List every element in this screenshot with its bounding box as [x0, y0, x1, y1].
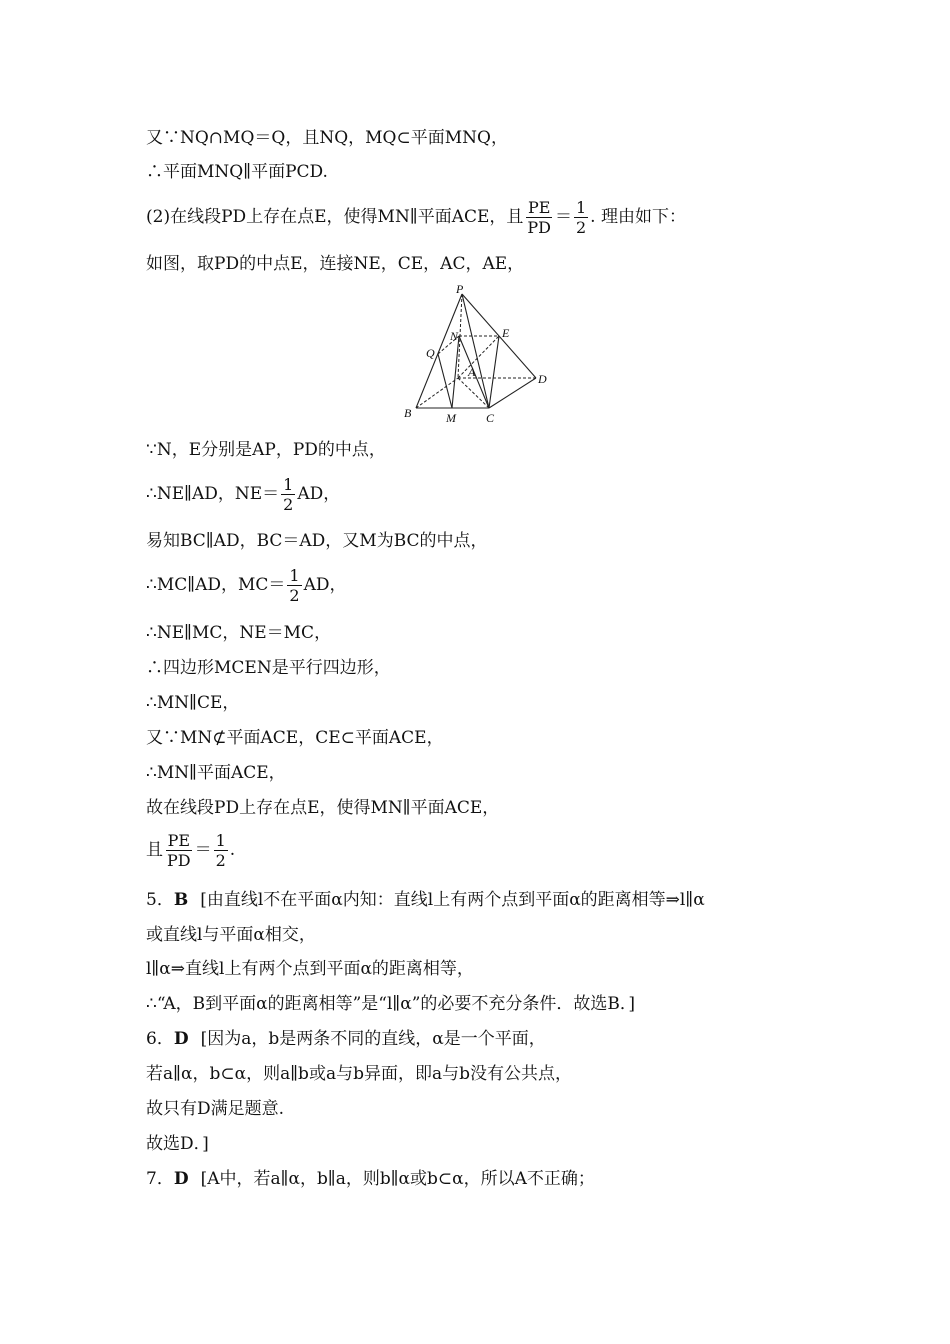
text-line: 如图，取PD的中点E，连接NE，CE，AC，AE， — [146, 254, 525, 274]
answer-5 — [146, 888, 705, 912]
text: AD， — [303, 575, 347, 595]
numerator: 1 — [289, 566, 300, 585]
text-line: 若a∥α，b⊂α，则a∥b或a与b异面，即a与b没有公共点， — [146, 1064, 572, 1084]
pyramid-figure — [396, 284, 556, 428]
text-line-with-fraction — [146, 831, 235, 870]
text-line: ∴MN∥CE， — [146, 693, 240, 713]
denominator: PD — [527, 218, 551, 237]
text: (2)在线段PD上存在点E，使得MN∥平面ACE，且 — [146, 207, 524, 227]
denominator: 2 — [215, 851, 226, 870]
edge-CE — [489, 336, 499, 408]
edge-PB — [416, 294, 462, 408]
text-line: ∴MN∥平面ACE， — [146, 763, 286, 783]
text-line-with-fraction — [146, 475, 340, 514]
answer-explanation: [因为a，b是两条不同的直线，α是一个平面， — [200, 1029, 546, 1049]
question-number: 5． — [146, 890, 174, 910]
equals: ＝ — [194, 840, 212, 860]
label-B: B — [404, 406, 412, 420]
answer-6 — [146, 1027, 546, 1051]
numerator: 1 — [283, 475, 294, 494]
text: AD， — [297, 484, 341, 504]
text-line: 故只有D满足题意. — [146, 1099, 285, 1119]
label-E: E — [502, 326, 510, 340]
label-D: D — [538, 372, 547, 386]
answer-7 — [146, 1167, 595, 1191]
text-line: 又∵NQ∩MQ＝Q，且NQ，MQ⊂平面MNQ， — [146, 128, 508, 148]
fraction — [574, 198, 588, 237]
text-line: 故选D．] — [146, 1134, 209, 1154]
label-M: M — [446, 411, 456, 425]
numerator: 1 — [215, 831, 226, 850]
answer-explanation: [A中，若a∥α，b∥a，则b∥α或b⊂α，所以A不正确； — [200, 1169, 595, 1189]
denominator: 2 — [575, 218, 587, 237]
text: ∴NE∥AD，NE＝ — [146, 484, 280, 504]
text-line-with-fraction — [146, 566, 347, 605]
fraction — [525, 198, 553, 237]
text: ∴MC∥AD，MC＝ — [146, 575, 286, 595]
denominator: 2 — [289, 586, 300, 605]
answer-letter: D — [173, 1169, 189, 1189]
text-line: ∴“A，B到平面α的距离相等”是“l∥α”的必要不充分条件．故选B．] — [146, 994, 636, 1014]
text-line: 又∵MN⊄平面ACE，CE⊂平面ACE， — [146, 728, 444, 748]
text: . 理由如下： — [590, 207, 686, 227]
question-number: 6． — [146, 1029, 174, 1049]
fraction — [165, 831, 193, 870]
answer-explanation: [由直线l不在平面α内知：直线l上有两个点到平面α的距离相等⇒l∥α — [200, 890, 705, 910]
label-Q: Q — [426, 346, 435, 360]
numerator: PE — [527, 198, 551, 217]
text-line: l∥α⇒直线l上有两个点到平面α的距离相等， — [146, 959, 474, 979]
denominator: 2 — [283, 495, 294, 514]
equals: ＝ — [554, 207, 572, 227]
question-number: 7． — [146, 1169, 174, 1189]
label-N: N — [450, 329, 459, 343]
text-line: ∵N，E分别是AP，PD的中点， — [146, 440, 386, 460]
text-line: 故在线段PD上存在点E，使得MN∥平面ACE， — [146, 798, 500, 818]
answer-letter: D — [173, 1029, 189, 1049]
edge-MN — [452, 336, 459, 408]
text: 且 — [146, 840, 163, 860]
text-line: ∴平面MNQ∥平面PCD. — [146, 162, 328, 182]
edge-CD — [489, 378, 536, 408]
edge-AE — [458, 336, 499, 378]
text-line: 易知BC∥AD，BC＝AD，又M为BC的中点， — [146, 531, 488, 551]
label-A: A — [468, 365, 476, 379]
text-line: ∴四边形MCEN是平行四边形， — [146, 658, 391, 678]
text-line: 或直线l与平面α相交， — [146, 925, 316, 945]
numerator: PE — [167, 831, 191, 850]
text: . — [229, 840, 236, 860]
edge-QM — [438, 354, 452, 408]
fraction — [214, 831, 228, 870]
edge-AC — [458, 378, 489, 408]
text-line-with-fraction — [146, 198, 686, 237]
numerator: 1 — [575, 198, 587, 217]
label-C: C — [486, 411, 495, 425]
fraction — [281, 475, 295, 514]
fraction — [287, 566, 301, 605]
text-line: ∴NE∥MC，NE＝MC， — [146, 623, 332, 643]
denominator: PD — [167, 851, 191, 870]
label-P: P — [456, 284, 464, 296]
answer-letter: B — [173, 890, 189, 910]
edge-PC — [462, 294, 489, 408]
